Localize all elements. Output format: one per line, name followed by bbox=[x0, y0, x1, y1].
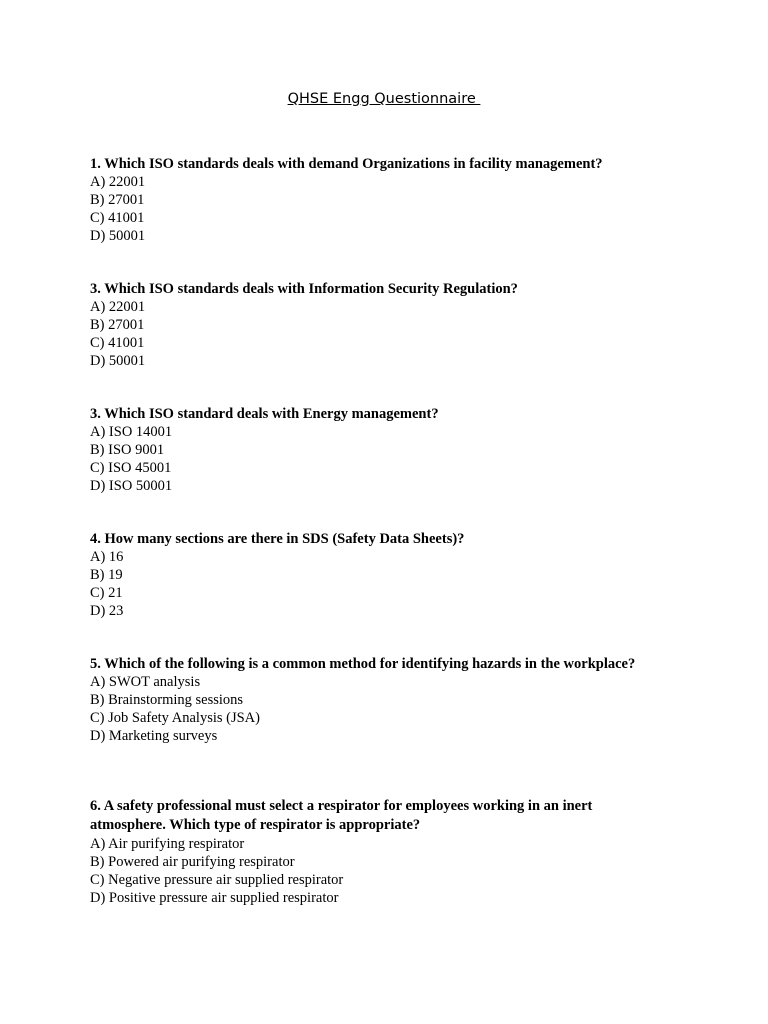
answer-option: A) 16 bbox=[90, 549, 124, 565]
answer-option: D) ISO 50001 bbox=[90, 478, 173, 494]
question-block bbox=[90, 405, 690, 495]
question-text: 3. Which ISO standard deals with Energy management? bbox=[90, 406, 439, 422]
answer-option: C) Job Safety Analysis (JSA) bbox=[90, 710, 260, 726]
question-block bbox=[90, 797, 650, 907]
answer-option: D) 50001 bbox=[90, 353, 146, 369]
answer-option: D) 23 bbox=[90, 603, 124, 619]
question-block bbox=[90, 280, 690, 370]
answer-option: A) SWOT analysis bbox=[90, 674, 201, 690]
question-block bbox=[90, 530, 690, 620]
answer-option: C) 21 bbox=[90, 585, 123, 601]
question-block bbox=[90, 655, 690, 745]
answer-option: B) Brainstorming sessions bbox=[90, 692, 244, 708]
question-text: 1. Which ISO standards deals with demand Organizations in facility management? bbox=[90, 156, 603, 172]
answer-option: B) 27001 bbox=[90, 192, 145, 208]
answer-option: B) 19 bbox=[90, 567, 123, 583]
answer-option: D) Positive pressure air supplied respirator bbox=[90, 890, 339, 906]
question-text: 5. Which of the following is a common method for identifying hazards in the workplace? bbox=[90, 656, 636, 672]
answer-option: C) Negative pressure air supplied respirator bbox=[90, 872, 344, 888]
answer-option: C) 41001 bbox=[90, 210, 145, 226]
answer-option: B) 27001 bbox=[90, 317, 145, 333]
document-title: QHSE Engg Questionnaire bbox=[287, 91, 481, 107]
answer-option: D) Marketing surveys bbox=[90, 728, 218, 744]
answer-option: A) 22001 bbox=[90, 174, 146, 190]
answer-option: C) ISO 45001 bbox=[90, 460, 172, 476]
answer-option: A) Air purifying respirator bbox=[90, 836, 245, 852]
answer-option: A) 22001 bbox=[90, 299, 146, 315]
answer-option: B) Powered air purifying respirator bbox=[90, 854, 295, 870]
answer-option: A) ISO 14001 bbox=[90, 424, 173, 440]
question-text: 4. How many sections are there in SDS (Safety Data Sheets)? bbox=[90, 531, 465, 547]
answer-option: B) ISO 9001 bbox=[90, 442, 165, 458]
question-text: 6. A safety professional must select a respirator for employees working in an inert atmosphere. Which type of respirator is appropriate? bbox=[90, 798, 593, 833]
answer-option: D) 50001 bbox=[90, 228, 146, 244]
answer-option: C) 41001 bbox=[90, 335, 145, 351]
question-block bbox=[90, 155, 690, 245]
question-text: 3. Which ISO standards deals with Information Security Regulation? bbox=[90, 281, 518, 297]
